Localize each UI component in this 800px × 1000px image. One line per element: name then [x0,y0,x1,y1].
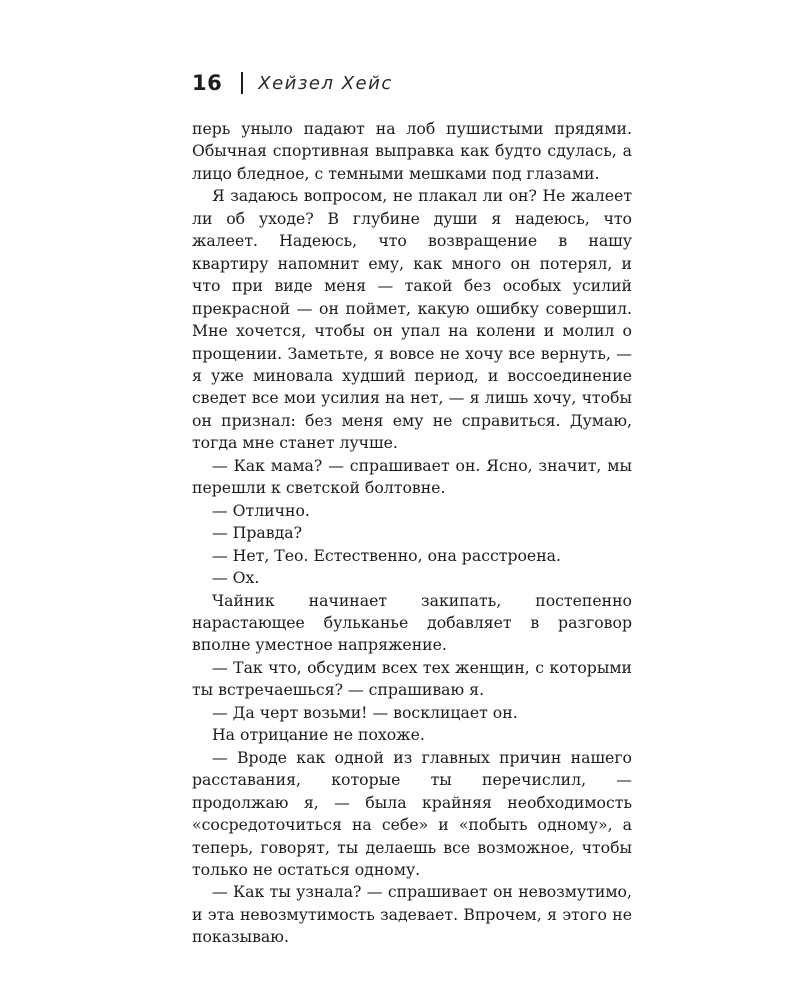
body-text [192,118,632,949]
dialogue-line: — Так что, обсудим всех тех женщин, с которыми ты встречаешься? — спрашиваю я. [192,657,632,700]
page-number: 16 [192,71,223,95]
header-separator [241,72,243,94]
dialogue-line: — Правда? [212,523,303,543]
running-head [192,66,393,100]
paragraph: Чайник начинает закипать, постепенно нарастающее бульканье добавляет в разговор вполне уместное напряжение. [192,590,632,655]
paragraph: перь уныло падают на лоб пушистыми прядями. Обычная спортивная выправка как будто сдулась, а лицо бледное, с темными мешками под глазами. [192,119,632,183]
dialogue-line: — Вроде как одной из главных причин нашего расставания, которые ты перечислил, — продолжаю я, — была крайняя необходимость «сосредоточиться на себе» и «побыть одному», а теперь, говорят, ты делаешь все возможное, чтобы только не остаться одному. [192,747,632,879]
dialogue-line: — Отлично. [212,500,310,520]
paragraph: Я задаюсь вопросом, не плакал ли он? Не жалеет ли об уходе? В глубине души я надеюсь, что жалеет. Надеюсь, что возвращение в нашу квартиру напомнит ему, как много он потерял, и что при виде меня — такой без особых усилий прекрасной — он поймет, какую ошибку совершил. Мне хочется, чтобы он упал на колени и молил о прощении. Заметьте, я вовсе не хочу все вернуть, — я уже миновала худший период, и воссоединение сведет все мои усилия на нет, — я лишь хочу, чтобы он признал: без меня ему не справиться. Думаю, тогда мне станет лучше. [192,186,632,453]
dialogue-line: — Нет, Тео. Естественно, она расстроена. [212,545,562,565]
dialogue-line: — Как мама? — спрашивает он. Ясно, значит, мы перешли к светской болтовне. [192,455,632,498]
dialogue-line: — Ох. [212,568,260,588]
running-head-author: Хейзел Хейс [258,72,393,94]
dialogue-line: — Да черт возьми! — восклицает он. [212,702,518,722]
dialogue-line: — Как ты узнала? — спрашивает он невозмутимо, и эта невозмутимость задевает. Впрочем, я этого не показываю. [192,882,632,947]
paragraph: На отрицание не похоже. [212,725,425,745]
